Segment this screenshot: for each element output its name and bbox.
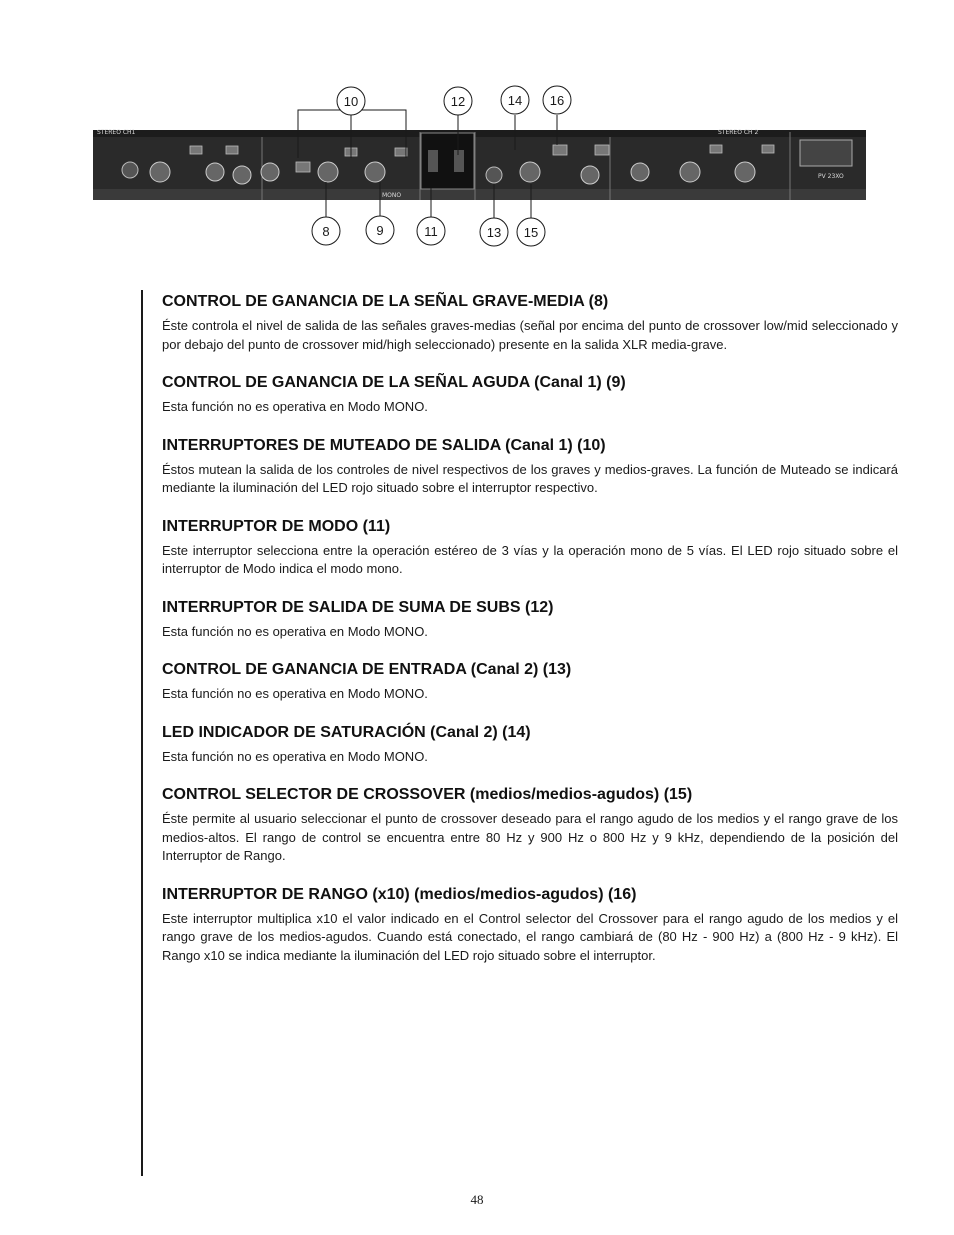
- panel-label-mono: MONO: [382, 192, 402, 199]
- svg-text:12: 12: [450, 94, 466, 109]
- section-body: Este interruptor selecciona entre la operación estéreo de 3 vías y la operación mono de 5 vías. El LED rojo situado sobre el interruptor de Modo indica el modo mono.: [162, 542, 898, 576]
- section-body: Éste permite al usuario seleccionar el punto de crossover deseado para el rango agudo de los medios y el rango grave de los medios-altos. El rango de control se encuentra entre 80 Hz y 900 Hz o 800 Hz y 9 kHz, dependiendo de la posición del Interruptor de Rango.: [162, 811, 898, 863]
- section-clip-led: [162, 722, 898, 767]
- section-heading: INTERRUPTORES DE MUTEADO DE SALIDA (Canal 1) (10): [162, 436, 606, 454]
- callout-10: [337, 87, 365, 115]
- section-crossover-selector: [162, 784, 898, 866]
- section-body: Éstos mutean la salida de los controles de nivel respectivos de los graves y medios-graves. La función de Muteado se indicará mediante la iluminación del LED rojo situado sobre el interruptor respectivo.: [162, 461, 898, 495]
- callout-16: [543, 86, 571, 114]
- section-gain-low-mid: [162, 291, 898, 354]
- section-heading: CONTROL DE GANANCIA DE ENTRADA (Canal 2) (13): [162, 661, 572, 678]
- document-body: [162, 291, 898, 983]
- callout-9: [366, 216, 394, 244]
- callout-14: [501, 86, 529, 114]
- panel-label-stereo-ch1: STEREO CH1: [97, 129, 136, 136]
- svg-text:15: 15: [523, 225, 539, 240]
- left-margin-rule: [141, 290, 143, 1176]
- section-body: Éste controla el nivel de salida de las señales graves-medias (señal por encima del punto de crossover low/mid seleccionado y por debajo del punto de crossover mid/high seleccionado) presente en la salida XLR media-grave.: [162, 318, 898, 352]
- section-body: Este interruptor multiplica x10 el valor indicado en el Control selector del Crossover para el rango agudo de los medios y el rango grave de los medios-agudos. Cuando está conectado, el rango cambiará de (80 Hz - 900 Hz) a (800 Hz - 9 kHz). El Rango x10 se indica mediante la iluminación del LED rojo situado sobre el interruptor.: [162, 910, 898, 963]
- section-heading: CONTROL DE GANANCIA DE LA SEÑAL GRAVE-MEDIA (8): [162, 293, 609, 310]
- panel-label-stereo-ch2: STEREO CH 2: [718, 129, 759, 136]
- section-sub-sum-switch: [162, 597, 898, 642]
- svg-text:8: 8: [322, 224, 330, 239]
- svg-text:9: 9: [376, 223, 384, 238]
- section-range-switch: [162, 884, 898, 966]
- section-mode-switch: [162, 516, 898, 579]
- section-heading: INTERRUPTOR DE SALIDA DE SUMA DE SUBS (12): [162, 598, 554, 616]
- panel-label-brand: PV 23XO: [818, 173, 844, 180]
- section-heading: CONTROL SELECTOR DE CROSSOVER (medios/medios-agudos) (15): [162, 786, 693, 803]
- section-heading: INTERRUPTOR DE RANGO (x10) (medios/medios-agudos) (16): [162, 885, 637, 903]
- callout-11: [417, 217, 445, 245]
- svg-text:16: 16: [549, 93, 565, 108]
- section-mute-switches: [162, 435, 898, 498]
- brand-logo: [800, 140, 852, 166]
- section-body: Esta función no es operativa en Modo MONO.: [162, 748, 428, 764]
- svg-text:13: 13: [486, 225, 502, 240]
- svg-text:14: 14: [507, 93, 523, 108]
- callout-15: [517, 218, 545, 246]
- front-panel-figure: [0, 0, 954, 270]
- svg-text:11: 11: [424, 224, 438, 239]
- callout-8: [312, 217, 340, 245]
- section-body: Esta función no es operativa en Modo MONO.: [162, 686, 428, 701]
- section-body: Esta función no es operativa en Modo MONO.: [162, 399, 428, 414]
- section-heading: INTERRUPTOR DE MODO (11): [162, 517, 391, 535]
- section-body: Esta función no es operativa en Modo MONO.: [162, 623, 428, 639]
- svg-text:10: 10: [343, 94, 359, 109]
- callout-12: [444, 87, 472, 115]
- section-heading: CONTROL DE GANANCIA DE LA SEÑAL AGUDA (Canal 1) (9): [162, 374, 626, 391]
- section-heading: LED INDICADOR DE SATURACIÓN (Canal 2) (14): [162, 723, 531, 741]
- callout-13: [480, 218, 508, 246]
- section-input-gain: [162, 659, 898, 704]
- section-gain-high: [162, 372, 898, 417]
- page-number: 48: [470, 1192, 484, 1207]
